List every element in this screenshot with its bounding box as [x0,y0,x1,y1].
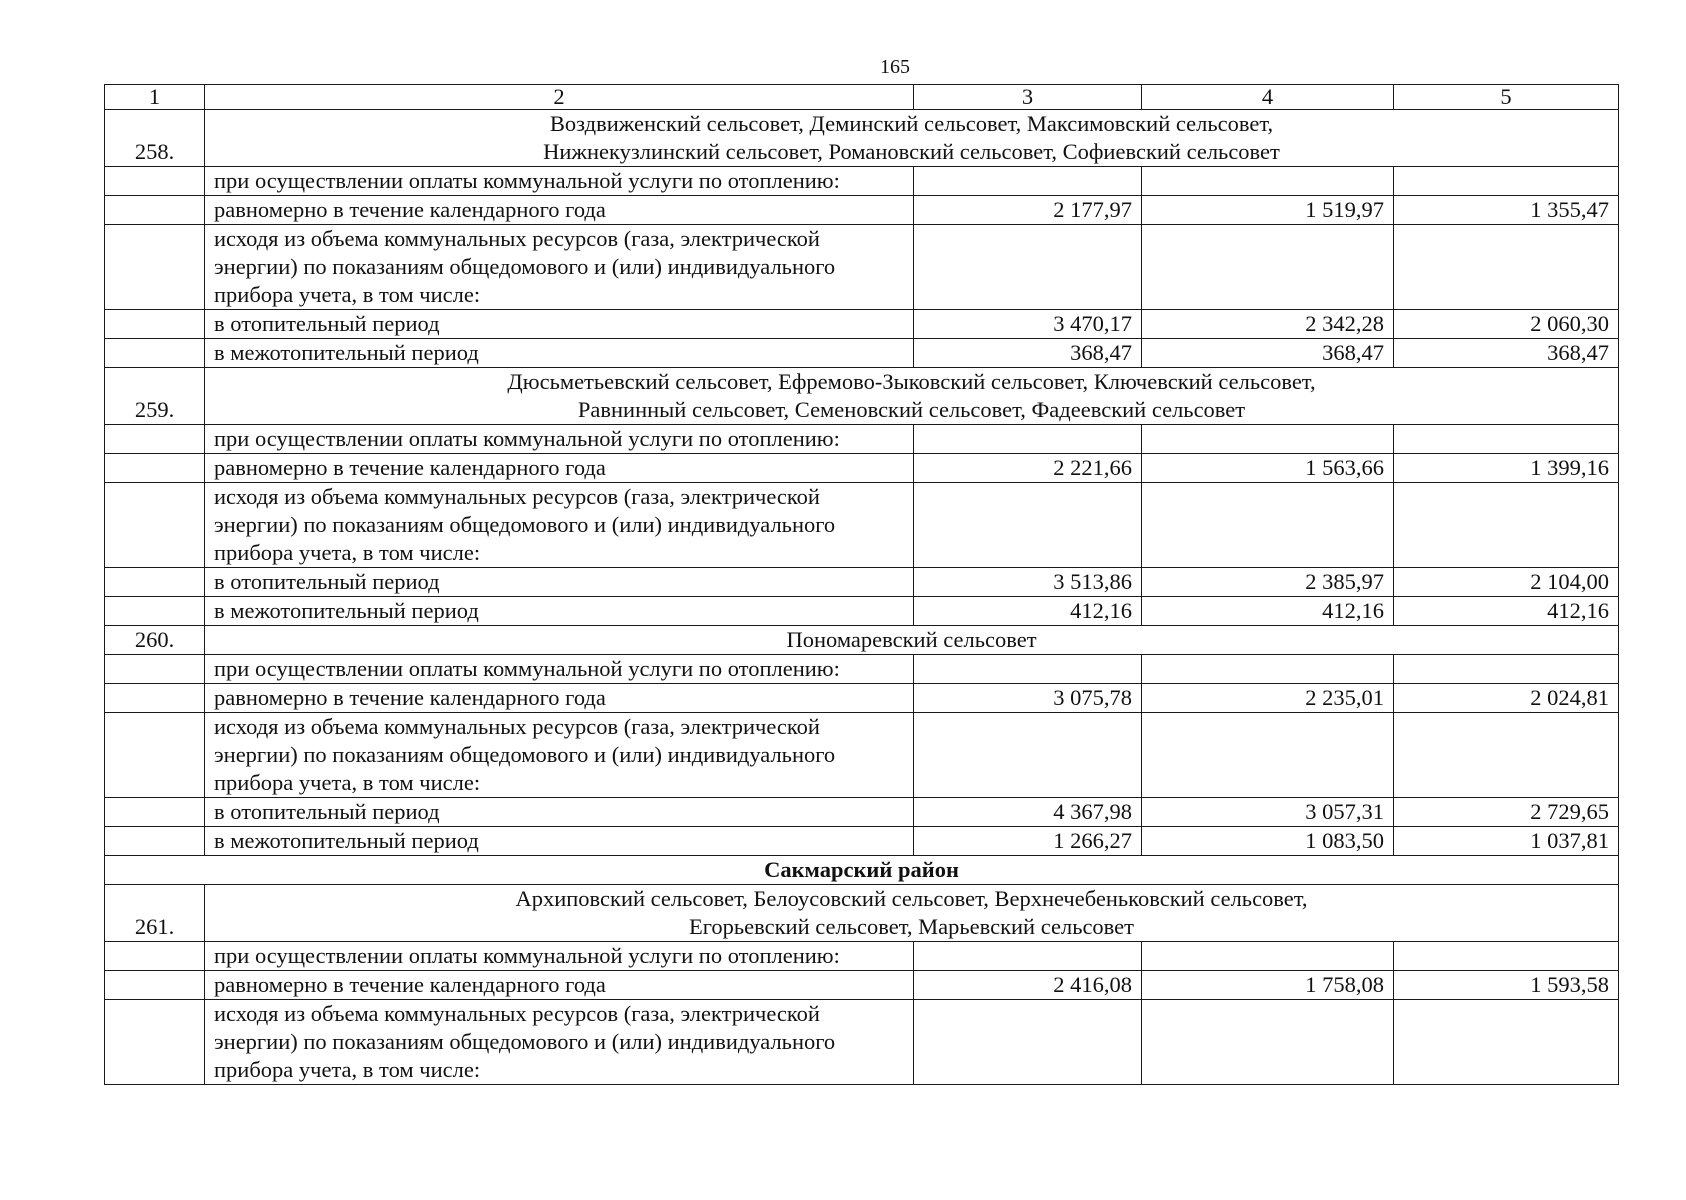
value-cell [914,483,1142,568]
table-row [105,798,1619,827]
value-cell: 3 470,17 [914,310,1142,339]
column-header: 1 [105,85,205,110]
column-header: 5 [1394,85,1619,110]
number-cell [105,684,205,713]
value-cell: 2 385,97 [1142,568,1394,597]
value-cell [1394,167,1619,196]
value-cell: 4 367,98 [914,798,1142,827]
value-cell: 368,47 [1394,339,1619,368]
table-row [105,167,1619,196]
column-header: 3 [914,85,1142,110]
value-cell [914,713,1142,798]
row-label: равномерно в течение календарного года [205,196,914,225]
number-cell [105,971,205,1000]
value-cell: 368,47 [1142,339,1394,368]
section-title-line: Егорьевский сельсовет, Марьевский сельсовет [688,914,1134,939]
row-label: исходя из объема коммунальных ресурсов (газа, электрической энергии) по показаниям общедомового и (или) индивидуального прибора учета, в том числе: [205,713,914,798]
value-cell: 2 729,65 [1394,798,1619,827]
table-body [105,85,1619,1085]
column-header: 4 [1142,85,1394,110]
value-cell [1142,655,1394,684]
section-number: 261. [105,885,205,942]
row-label: в межотопительный период [205,597,914,626]
number-cell [105,225,205,310]
table-row [105,942,1619,971]
number-cell [105,454,205,483]
value-cell [1394,655,1619,684]
row-label: равномерно в течение календарного года [205,971,914,1000]
value-cell: 1 593,58 [1394,971,1619,1000]
table-row [105,339,1619,368]
value-cell: 2 104,00 [1394,568,1619,597]
row-label: в отопительный период [205,798,914,827]
section-number: 259. [105,368,205,425]
row-label: в межотопительный период [205,339,914,368]
section-number: 258. [105,110,205,167]
table-row [105,1000,1619,1085]
column-header: 2 [205,85,914,110]
value-cell [1394,483,1619,568]
row-label: исходя из объема коммунальных ресурсов (газа, электрической энергии) по показаниям общедомового и (или) индивидуального прибора учета, в том числе: [205,225,914,310]
table-row [105,225,1619,310]
table-row [105,568,1619,597]
section-title-row [105,885,1619,942]
value-cell: 2 177,97 [914,196,1142,225]
value-cell: 1 083,50 [1142,827,1394,856]
value-cell: 1 758,08 [1142,971,1394,1000]
value-cell: 2 342,28 [1142,310,1394,339]
value-cell: 1 355,47 [1394,196,1619,225]
number-cell [105,597,205,626]
section-title [205,885,1619,942]
number-cell [105,942,205,971]
number-cell [105,827,205,856]
section-title-line: Дюсьметьевский сельсовет, Ефремово-Зыковский сельсовет, Ключевский сельсовет, [507,369,1316,394]
value-cell: 2 416,08 [914,971,1142,1000]
table-row [105,684,1619,713]
number-cell [105,339,205,368]
table-row [105,827,1619,856]
value-cell: 3 075,78 [914,684,1142,713]
value-cell: 2 024,81 [1394,684,1619,713]
value-cell [1394,425,1619,454]
row-label: равномерно в течение календарного года [205,454,914,483]
value-cell: 3 057,31 [1142,798,1394,827]
value-cell [914,425,1142,454]
table-row [105,196,1619,225]
number-cell [105,798,205,827]
number-cell [105,713,205,798]
value-cell: 1 266,27 [914,827,1142,856]
table-row [105,310,1619,339]
value-cell [1142,1000,1394,1085]
value-cell [1142,425,1394,454]
number-cell [105,196,205,225]
row-label: в отопительный период [205,568,914,597]
table-row [105,483,1619,568]
value-cell [1394,713,1619,798]
table-row [105,425,1619,454]
value-cell [914,655,1142,684]
value-cell [1142,167,1394,196]
value-cell: 1 399,16 [1394,454,1619,483]
value-cell [1394,225,1619,310]
row-label: исходя из объема коммунальных ресурсов (газа, электрической энергии) по показаниям общедомового и (или) индивидуального прибора учета, в том числе: [205,483,914,568]
value-cell: 368,47 [914,339,1142,368]
section-title-row [105,110,1619,167]
value-cell: 412,16 [914,597,1142,626]
number-cell [105,425,205,454]
section-title-row [105,368,1619,425]
section-title [205,368,1619,425]
row-label: в отопительный период [205,310,914,339]
number-cell [105,310,205,339]
value-cell [914,225,1142,310]
row-label: при осуществлении оплаты коммунальной услуги по отоплению: [205,942,914,971]
section-number: 260. [105,626,205,655]
value-cell: 3 513,86 [914,568,1142,597]
table-row [105,655,1619,684]
number-cell [105,483,205,568]
column-header-row [105,85,1619,110]
value-cell: 2 060,30 [1394,310,1619,339]
district-row [105,856,1619,885]
section-title [205,110,1619,167]
section-title-line: Пономаревский сельсовет [786,627,1037,652]
table-row [105,971,1619,1000]
number-cell [105,655,205,684]
value-cell: 1 037,81 [1394,827,1619,856]
table-row [105,597,1619,626]
value-cell: 412,16 [1394,597,1619,626]
section-title-row [105,626,1619,655]
section-title-line: Воздвиженский сельсовет, Деминский сельсовет, Максимовский сельсовет, [549,111,1274,136]
row-label: в межотопительный период [205,827,914,856]
section-title-line: Нижнекузлинский сельсовет, Романовский сельсовет, Софиевский сельсовет [543,139,1280,164]
section-title-line: Равнинный сельсовет, Семеновский сельсовет, Фадеевский сельсовет [577,397,1246,422]
value-cell [1142,225,1394,310]
number-cell [105,568,205,597]
value-cell [1142,713,1394,798]
value-cell [1394,942,1619,971]
value-cell [914,942,1142,971]
district-heading: Сакмарский район [105,856,1619,885]
table-row [105,454,1619,483]
value-cell [1142,483,1394,568]
section-title [205,626,1619,655]
value-cell: 1 563,66 [1142,454,1394,483]
row-label: при осуществлении оплаты коммунальной услуги по отоплению: [205,167,914,196]
value-cell: 412,16 [1142,597,1394,626]
section-title-line: Архиповский сельсовет, Белоусовский сельсовет, Верхнечебеньковский сельсовет, [515,886,1308,911]
page-number: 165 [880,56,910,78]
value-cell: 1 519,97 [1142,196,1394,225]
number-cell [105,167,205,196]
tariff-table [104,84,1619,1085]
number-cell [105,1000,205,1085]
row-label: при осуществлении оплаты коммунальной услуги по отоплению: [205,425,914,454]
value-cell [1394,1000,1619,1085]
row-label: при осуществлении оплаты коммунальной услуги по отоплению: [205,655,914,684]
value-cell [914,1000,1142,1085]
value-cell [1142,942,1394,971]
table-row [105,713,1619,798]
value-cell: 2 221,66 [914,454,1142,483]
row-label: равномерно в течение календарного года [205,684,914,713]
value-cell [914,167,1142,196]
value-cell: 2 235,01 [1142,684,1394,713]
row-label: исходя из объема коммунальных ресурсов (газа, электрической энергии) по показаниям общедомового и (или) индивидуального прибора учета, в том числе: [205,1000,914,1085]
